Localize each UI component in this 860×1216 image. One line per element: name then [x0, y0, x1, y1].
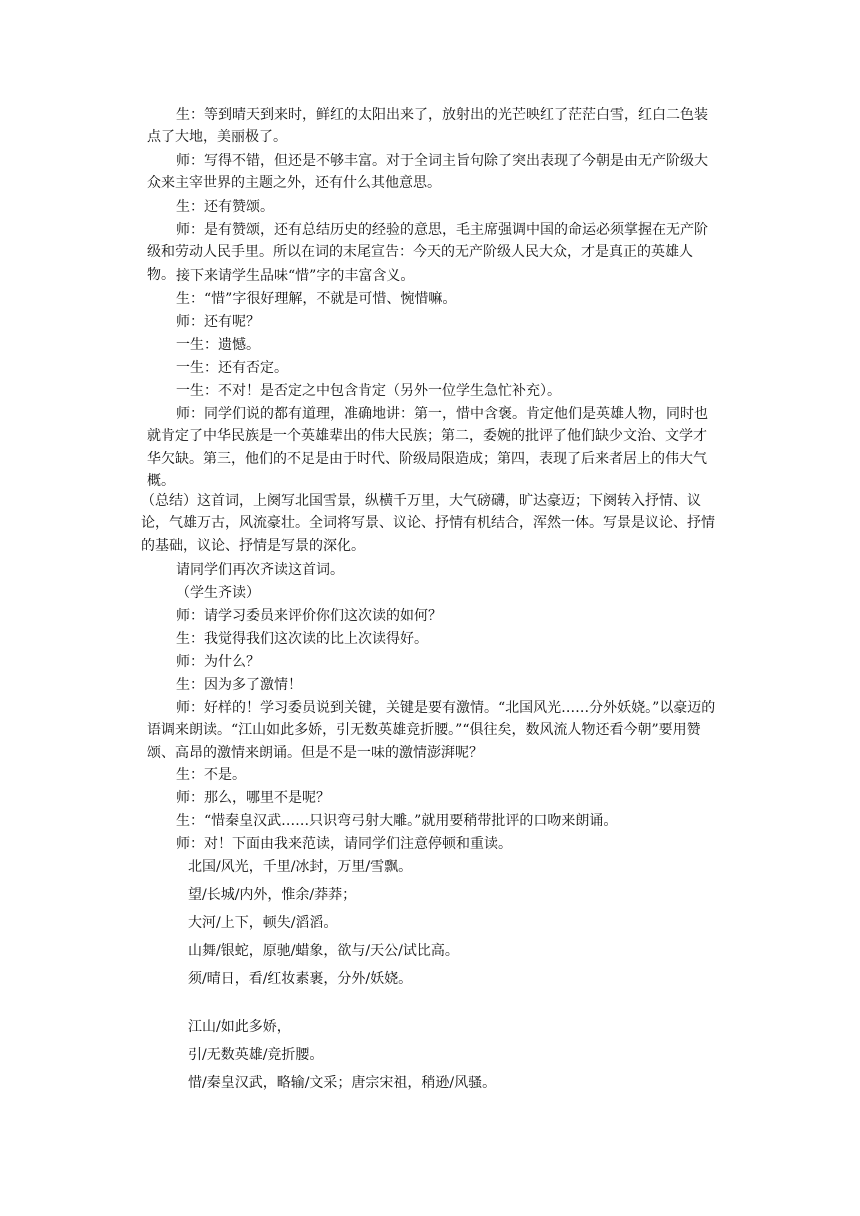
paragraph-2: 师：写得不错，但还是不够丰富。对于全词主旨句除了突出表现了今朝是由无产阶级大众来主宰世界的主题之外，还有什么其他意思。 — [147, 153, 708, 192]
paragraph-3: 生：还有赞颂。 — [176, 199, 274, 215]
poem-line-7: 引/无数英雄/竞折腰。 — [188, 1047, 324, 1063]
poem-line-2: 望/长城/内外，惟余/莽莽； — [188, 887, 357, 903]
paragraph-19: 师：好样的！学习委员说到关键，关键是要有激情。“北国风光……分外妖娆。”以豪迈的语调来朗读。“江山如此多娇，引无数英雄竞折腰。”“俱往矣，数风流人物还看今朝”要用赞颂、高昂的激情来朗诵。但是不是一味的激情澎湃呢？ — [147, 700, 716, 761]
paragraph-23: 师：对！下面由我来范读，请同学们注意停顿和重读。 — [176, 836, 512, 852]
paragraph-4: 师：是有赞颂，还有总结历史的经验的意思，毛主席强调中国的命运必须掌握在无产阶级和劳动人民手里。所以在词的末尾宣告：今天的无产阶级人民大众，才是真正的英雄人物。 — [147, 222, 708, 283]
paragraph-18: 生：因为多了激情！ — [176, 677, 302, 693]
poem-line-4: 山舞/银蛇，原驰/蜡象，欲与/天公/试比高。 — [188, 943, 459, 959]
paragraph-6: 生：“惜”字很好理解，不就是可惜、惋惜嘛。 — [176, 291, 457, 307]
paragraph-7: 师：还有呢？ — [176, 314, 260, 330]
paragraph-17: 师：为什么？ — [176, 654, 260, 670]
paragraph-22: 生：“惜秦皇汉武……只识弯弓射大雕。”就用要稍带批评的口吻来朗诵。 — [176, 813, 618, 829]
paragraph-15: 师：请学习委员来评价你们这次读的如何？ — [176, 608, 442, 624]
paragraph-20: 生：不是。 — [176, 767, 246, 783]
paragraph-16: 生：我觉得我们这次读的比上次读得好。 — [176, 631, 428, 647]
poem-line-8: 惜/秦皇汉武，略输/文采；唐宗宋祖，稍逊/风骚。 — [188, 1075, 497, 1091]
paragraph-8: 一生：遗憾。 — [176, 337, 260, 353]
paragraph-14: （学生齐读） — [176, 585, 260, 601]
poem-line-6: 江山/如此多娇， — [188, 1019, 291, 1035]
paragraph-1: 生：等到晴天到来时，鲜红的太阳出来了，放射出的光芒映红了茫茫白雪，红白二色装点了大地，美丽极了。 — [147, 107, 708, 146]
paragraph-9: 一生：还有否定。 — [176, 360, 288, 376]
poem-line-3: 大河/上下，顿失/滔滔。 — [188, 915, 338, 931]
paragraph-21: 师：那么，哪里不是呢？ — [176, 790, 330, 806]
paragraph-11: 师：同学们说的都有道理，准确地讲：第一，惜中含褒。肯定他们是英雄人物，同时也就肯定了中华民族是一个英雄辈出的伟大民族；第二，委婉的批评了他们缺少文治、文学才华欠缺。第三，他们的不足是由于时代、阶级局限造成；第四，表现了后来者居上的伟大气概。 — [147, 406, 708, 490]
paragraph-summary: （总结）这首词，上阕写北国雪景，纵横千万里，大气磅礴，旷达豪迈；下阕转入抒情、议论，气雄万古，风流豪壮。全词将写景、议论、抒情有机结合，浑然一体。写景是议论、抒情的基础，议论、抒情是写景的深化。 — [141, 493, 715, 554]
poem-line-5: 须/晴日，看/红妆素裹，分外/妖娆。 — [188, 971, 413, 987]
poem-line-1: 北国/风光，千里/冰封，万里/雪飘。 — [188, 859, 413, 875]
paragraph-10: 一生：不对！是否定之中包含肯定（另外一位学生急忙补充）。 — [176, 383, 561, 399]
paragraph-5: 接下来请学生品味“惜”字的丰富含义。 — [176, 268, 415, 284]
paragraph-13: 请同学们再次齐读这首词。 — [176, 562, 344, 578]
